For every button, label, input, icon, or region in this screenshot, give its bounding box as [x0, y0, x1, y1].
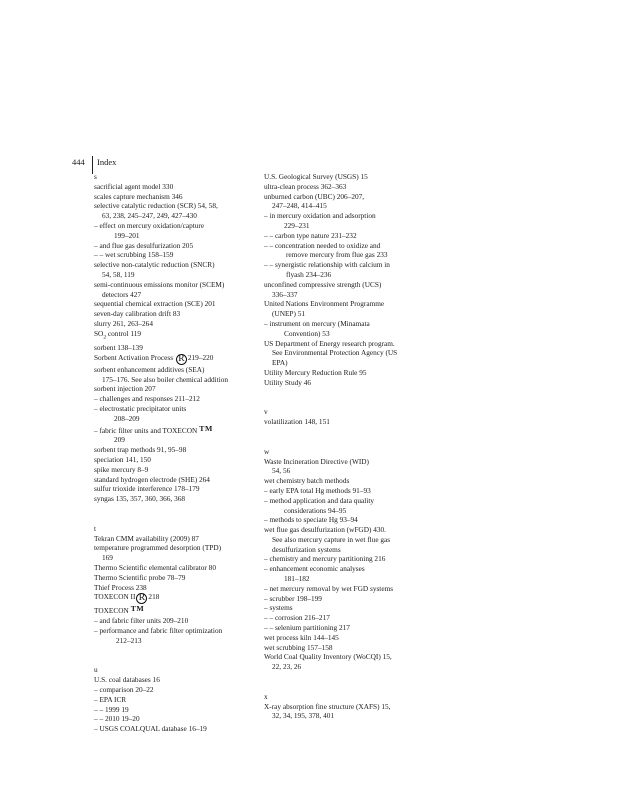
index-entry-continuation: 212–213: [116, 635, 142, 645]
index-entry-toxecon: [94, 604, 282, 616]
section-letter-s: s: [94, 172, 97, 181]
index-subentry: – methods to speciate Hg 93–94: [264, 515, 358, 525]
index-entry-continuation: desulfurization systems: [272, 544, 341, 554]
index-subentry: – chemistry and mercury partitioning 216: [264, 554, 386, 564]
index-entry-continuation: 247–248, 414–415: [272, 201, 327, 211]
index-entry-continuation: 209: [114, 435, 125, 445]
trademark-mark-icon: TM: [199, 423, 213, 433]
page-header: [72, 156, 272, 170]
section-gap: [94, 504, 282, 514]
index-entry-toxecon-ii: [94, 592, 282, 604]
index-entry-continuation: Convention) 53: [284, 328, 330, 338]
entry-text: TOXECON: [94, 606, 129, 616]
index-entry: standard hydrogen electrode (SHE) 264: [94, 474, 210, 484]
index-entry: U.S. Geological Survey (USGS) 15: [264, 172, 368, 181]
index-subentry: – EPA ICR: [94, 694, 127, 704]
index-subsubentry: – – corrosion 216–217: [264, 613, 330, 623]
index-entry-continuation: 175–176. See also boiler chemical addition: [102, 374, 229, 384]
index-subentry: – method application and data quality: [264, 495, 375, 505]
index-entry: selective catalytic reduction (SCR) 54, 58,: [94, 201, 218, 211]
index-subentry: – instrument on mercury (Minamata: [264, 318, 370, 328]
so2-subscript: 2: [103, 334, 107, 341]
index-entry-continuation: 336–337: [272, 289, 298, 299]
index-entry: sulfur trioxide interference 178–179: [94, 484, 200, 494]
index-entry: volatilization 148, 151: [264, 417, 330, 427]
index-entry: seven-day calibration drift 83: [94, 309, 181, 319]
section-letter-x: x: [264, 691, 268, 701]
index-subsubentry: – – 1999 19: [94, 704, 129, 714]
index-entry: wet scrubbing 157–158: [264, 642, 333, 652]
section-gap: [94, 646, 282, 656]
index-entry: syngas 135, 357, 360, 366, 368: [94, 494, 186, 504]
entry-pages: 219–220: [187, 352, 214, 362]
index-entry: wet chemistry batch methods: [264, 476, 350, 486]
section-gap: [264, 672, 452, 682]
registered-mark-icon: R: [176, 354, 187, 365]
page-number: 444: [72, 157, 85, 167]
section-letter-w: w: [264, 446, 270, 456]
entry-pages: 218: [148, 592, 160, 602]
index-entry-so2: [94, 329, 282, 343]
index-subentry: – early EPA total Hg methods 91–93: [264, 485, 371, 495]
index-entry: speciation 141, 150: [94, 454, 151, 464]
index-entry: Thief Process 238: [94, 582, 147, 592]
index-entry-continuation: 32, 34, 195, 378, 401: [272, 711, 335, 721]
index-entry: Waste Incineration Directive (WID): [264, 456, 369, 466]
entry-text: TOXECON II: [94, 592, 136, 602]
section-letter-u: u: [94, 665, 98, 675]
section-gap: [264, 388, 452, 398]
index-subentry: – scrubber 198–199: [264, 593, 322, 603]
index-entry-continuation: 208–209: [114, 413, 140, 423]
index-entry: slurry 261, 263–264: [94, 318, 153, 328]
index-subsubentry: – – 2010 19–20: [94, 714, 140, 724]
index-subsubentry: – – wet scrubbing 158–159: [94, 250, 174, 260]
index-entry: wet flue gas desulfurization (wFGD) 430.: [264, 525, 386, 535]
index-subentry: – and fabric filter units 209–210: [94, 616, 189, 626]
running-head: Index: [97, 157, 117, 167]
index-entry: United Nations Environment Programme: [264, 299, 385, 309]
index-entry-continuation: 63, 238, 245–247, 249, 427–430: [102, 211, 197, 221]
index-entry: Utility Study 46: [264, 377, 312, 387]
index-entry-continuation: 181–182: [284, 574, 310, 584]
index-subentry: – effect on mercury oxidation/capture: [94, 220, 205, 230]
index-subentry: – systems: [264, 603, 293, 613]
index-subentry-toxecon: [94, 424, 282, 436]
index-entry: sorbent enhancement additives (SEA): [94, 364, 205, 374]
index-subentry: – in mercury oxidation and adsorption: [264, 211, 376, 221]
index-subentry: – electrostatic precipitator units: [94, 403, 187, 413]
index-subsubentry: – – selenium partitioning 217: [264, 623, 350, 633]
index-entry: Thermo Scientific elemental calibrator 80: [94, 562, 216, 572]
index-entry: World Coal Quality Inventory (WoCQI) 15,: [264, 652, 392, 662]
index-entry: ultra-clean process 362–363: [264, 181, 347, 191]
registered-mark-icon: R: [136, 593, 147, 604]
index-entry: wet process kiln 144–145: [264, 632, 339, 642]
so2-formula: SO: [94, 328, 104, 338]
index-subentry: – and flue gas desulfurization 205: [94, 240, 194, 250]
index-entry: sacrificial agent model 330: [94, 181, 174, 191]
index-subentry: – comparison 20–22: [94, 684, 154, 694]
index-entry-continuation: detectors 427: [102, 289, 142, 299]
index-entry: Tekran CMM availability (2009) 87: [94, 533, 199, 543]
index-entry-continuation: EPA): [272, 358, 288, 368]
index-entry-continuation: 22, 23, 26: [272, 662, 302, 672]
index-subsubentry: – – synergistic relationship with calcium in: [264, 260, 390, 270]
index-entry-continuation: 54, 56: [272, 466, 291, 476]
index-entry-continuation: 199–201: [114, 230, 140, 240]
index-subentry: – net mercury removal by wet FGD systems: [264, 583, 394, 593]
trademark-mark-icon: TM: [130, 604, 145, 614]
index-entry-continuation: 169: [102, 553, 113, 563]
index-entry: Utility Mercury Reduction Rule 95: [264, 367, 367, 377]
index-subentry: – USGS COALQUAL database 16–19: [94, 724, 207, 734]
index-subentry: – performance and fabric filter optimization: [94, 625, 223, 635]
index-subsubentry: – – concentration needed to oxidize and: [264, 240, 381, 250]
index-entry: U.S. coal databases 16: [94, 675, 160, 685]
entry-text: Sorbent Activation Process: [94, 352, 174, 362]
index-entry: selective non-catalytic reduction (SNCR): [94, 260, 215, 270]
index-entry: scales capture mechanism 346: [94, 191, 183, 201]
index-entry-continuation: remove mercury from flue gas 233: [286, 250, 388, 260]
index-entry-continuation: 229–231: [284, 220, 310, 230]
section-letter-v: v: [264, 407, 268, 417]
index-entry-continuation: See Environmental Protection Agency (US: [272, 348, 398, 358]
header-rule: [92, 156, 93, 174]
index-entry: US Department of Energy research program.: [264, 338, 395, 348]
index-entry: sequential chemical extraction (SCE) 201: [94, 299, 216, 309]
entry-text: – fabric filter units and TOXECON: [94, 425, 198, 435]
index-entry-continuation: See also mercury capture in wet flue gas: [272, 534, 391, 544]
index-entry-continuation: considerations 94–95: [284, 505, 347, 515]
index-entry-sorbent-activation: [94, 353, 282, 365]
index-entry: sorbent 138–139: [94, 343, 143, 352]
so2-entry-text: control 119: [107, 328, 142, 338]
index-entry-continuation: (UNEP) 51: [272, 309, 306, 319]
index-entry: sorbent injection 207: [94, 384, 156, 394]
index-column-right: [264, 172, 452, 721]
index-column-left: [94, 172, 282, 734]
index-entry: sorbent trap methods 91, 95–98: [94, 445, 187, 455]
index-entry: spike mercury 8–9: [94, 464, 149, 474]
index-subsubentry: – – carbon type nature 231–232: [264, 230, 357, 240]
index-entry: unconfined compressive strength (UCS): [264, 279, 382, 289]
section-letter-t: t: [94, 523, 97, 533]
index-entry: temperature programmed desorption (TPD): [94, 543, 222, 553]
index-subentry: – enhancement economic analyses: [264, 564, 365, 574]
index-subentry: – challenges and responses 211–212: [94, 394, 200, 404]
index-entry: X-ray absorption fine structure (XAFS) 15,: [264, 701, 391, 711]
section-gap: [264, 427, 452, 437]
index-entry: semi-continuous emissions monitor (SCEM): [94, 279, 225, 289]
index-entry-continuation: 54, 58, 119: [102, 269, 135, 279]
index-entry: unburned carbon (UBC) 206–207,: [264, 191, 365, 201]
index-entry: Thermo Scientific probe 78–79: [94, 572, 186, 582]
index-entry-continuation: flyash 234–236: [286, 269, 332, 279]
